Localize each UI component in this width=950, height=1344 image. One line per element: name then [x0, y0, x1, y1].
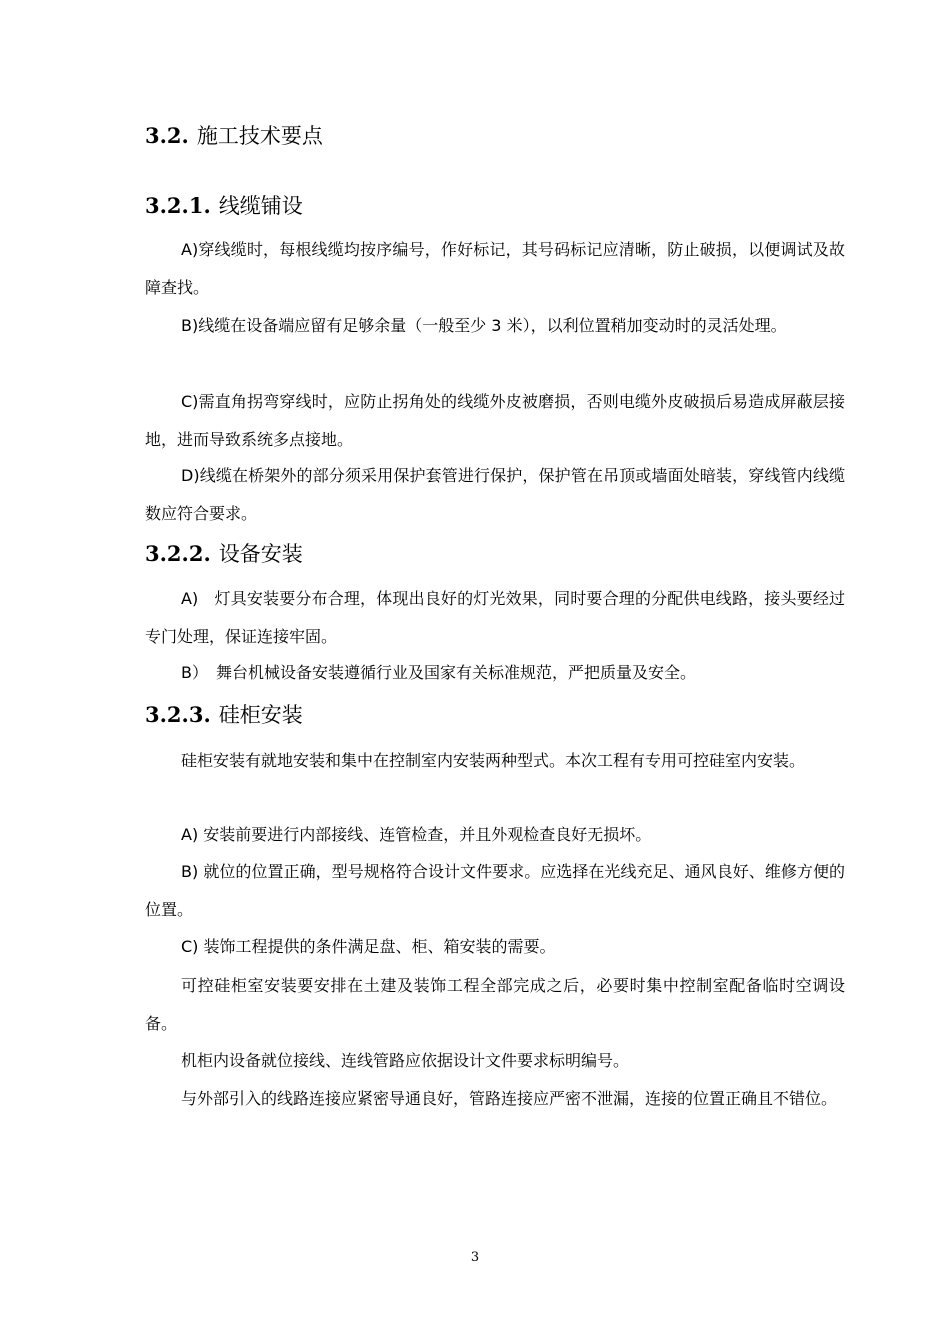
- cable-item-d: D)线缆在桥架外的部分须采用保护套管进行保护，保护管在吊顶或墙面处暗装，穿线管内线缆数应符合要求。: [145, 466, 845, 523]
- page-number: 3: [470, 1250, 480, 1265]
- section-number: 3.2.3: [145, 702, 204, 727]
- section-heading-3-2-3: [145, 700, 845, 730]
- equipment-item-a: A) 灯具安装要分布合理，体现出良好的灯光效果，同时要合理的分配供电线路，接头要经过专门处理，保证连接牢固。: [145, 589, 845, 646]
- section-title: 施工技术要点: [196, 124, 323, 148]
- cable-item-c: C)需直角拐弯穿线时，应防止拐角处的线缆外皮被磨损，否则电缆外皮破损后易造成屏蔽层接地，进而导致系统多点接地。: [145, 392, 845, 449]
- cabinet-paragraph-2: 机柜内设备就位接线、连线管路应依据设计文件要求标明编号。: [181, 1051, 630, 1070]
- cable-item-b: B)线缆在设备端应留有足够余量（一般至少 3 米），以利位置稍加变动时的灵活处理。: [181, 316, 787, 335]
- section-separator: .: [203, 702, 211, 727]
- section-number: 3.2: [145, 123, 182, 148]
- equipment-item-b: B） 舞台机械设备安装遵循行业及国家有关标准规范，严把质量及安全。: [181, 663, 696, 682]
- cable-item-a: A)穿线缆时，每根线缆均按序编号，作好标记，其号码标记应清晰，防止破损，以便调试及故障查找。: [145, 240, 845, 297]
- cabinet-item-a: A) 安装前要进行内部接线、连管检查，并且外观检查良好无损坏。: [181, 825, 652, 844]
- cabinet-item-b: B) 就位的位置正确，型号规格符合设计文件要求。应选择在光线充足、通风良好、维修方便的位置。: [145, 862, 845, 919]
- section-title: 硅柜安装: [218, 703, 303, 727]
- section-heading-3-2-1: [145, 191, 845, 221]
- section-separator: .: [181, 123, 189, 148]
- section-title: 线缆铺设: [218, 194, 303, 218]
- section-number: 3.2.2: [145, 541, 204, 566]
- section-separator: .: [203, 193, 211, 218]
- section-separator: .: [203, 541, 211, 566]
- cabinet-item-c: C) 装饰工程提供的条件满足盘、柜、箱安装的需要。: [181, 937, 556, 956]
- section-heading-3-2: [145, 121, 845, 151]
- section-title: 设备安装: [218, 542, 303, 566]
- section-number: 3.2.1: [145, 193, 204, 218]
- cabinet-paragraph-3: 与外部引入的线路连接应紧密导通良好，管路连接应严密不泄漏，连接的位置正确且不错位。: [181, 1089, 838, 1108]
- cabinet-intro: 硅柜安装有就地安装和集中在控制室内安装两种型式。本次工程有专用可控硅室内安装。: [181, 751, 806, 770]
- cabinet-paragraph-1: 可控硅柜室安装要安排在土建及装饰工程全部完成之后，必要时集中控制室配备临时空调设备。: [145, 976, 845, 1033]
- section-heading-3-2-2: [145, 539, 845, 569]
